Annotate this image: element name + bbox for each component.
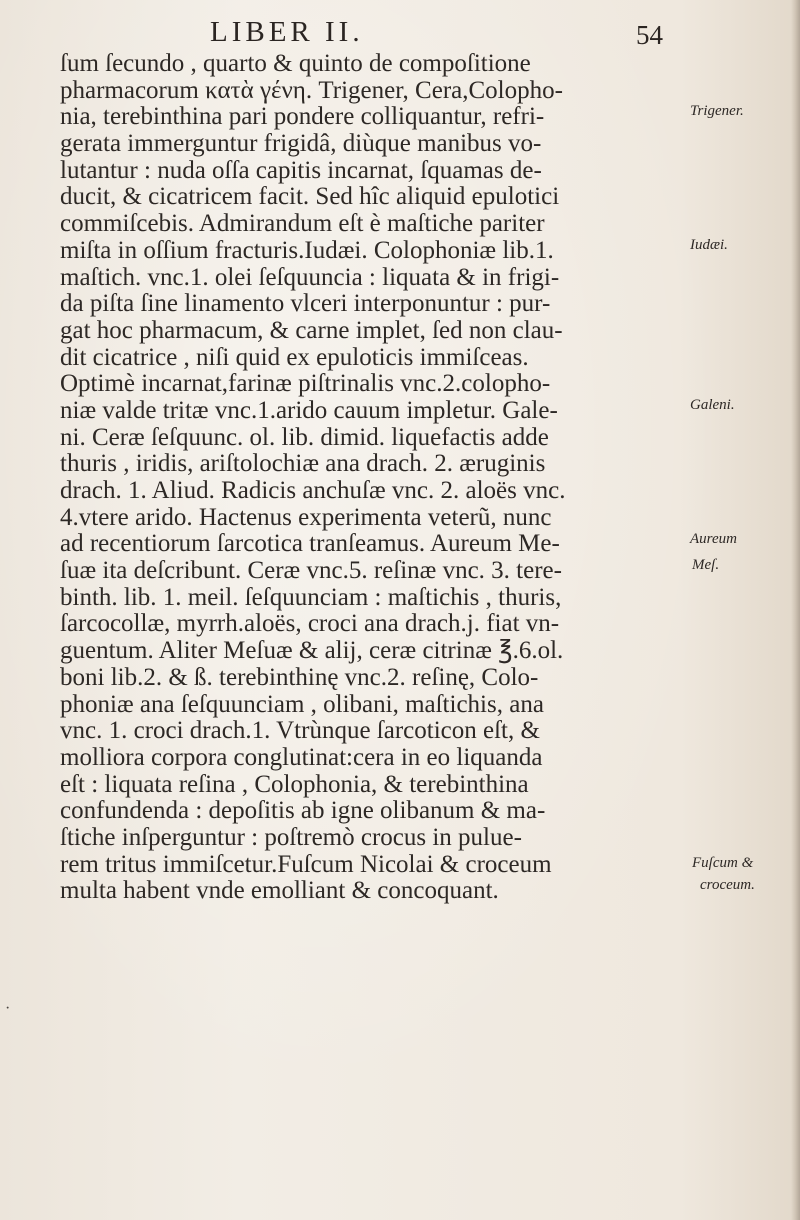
- text-line: ſuæ ita deſcribunt. Ceræ vnc.5. reſinæ vnc. 3. tere-: [60, 557, 562, 585]
- text-line: eſt : liquata reſina , Colophonia, & terebinthina: [60, 770, 529, 798]
- text-line: ſum ſecundo , quarto & quinto de compoſitione: [60, 50, 531, 77]
- text-line: nia, terebinthina pari pondere colliquantur, refri-: [60, 103, 545, 131]
- text-line: rem tritus immiſcetur.Fuſcum Nicolai & croceum: [60, 850, 552, 878]
- text-line: lutantur : nuda oſſa capitis incarnat, ſquamas de-: [60, 156, 542, 184]
- page-number: 54: [636, 20, 663, 50]
- marginal-note-fuscum: Fuſcum &: [692, 855, 754, 871]
- text-line: thuris , iridis, ariſtolochiæ ana drach. 2. æruginis: [60, 450, 546, 478]
- marginal-note-croceum: croceum.: [700, 877, 755, 893]
- text-line: molliora corpora conglutinat:cera in eo liquanda: [60, 743, 543, 771]
- marginal-note-galeni: Galeni.: [690, 397, 735, 413]
- text-line: pharmacorum κατὰ γένη. Trigener, Cera,Colopho-: [60, 76, 563, 104]
- text-line: ni. Ceræ ſeſquunc. ol. lib. dimid. liquefactis adde: [60, 423, 549, 451]
- text-line: da piſta ſine linamento vlceri interponuntur : pur-: [60, 290, 551, 318]
- page-edge-shadow: [791, 0, 800, 1220]
- text-line: maſtich. vnc.1. olei ſeſquuncia : liquata & in frigi-: [60, 263, 560, 291]
- text-line: gerata immerguntur frigidâ, diùque manibus vo-: [60, 130, 542, 158]
- text-line: boni lib.2. & ß. terebinthinę vnc.2. reſinę, Colo-: [60, 663, 539, 691]
- text-line: miſta in oſſium fracturis.Iudæi. Colophoniæ lib.1.: [60, 236, 554, 264]
- text-line: drach. 1. Aliud. Radicis anchuſæ vnc. 2. aloës vnc.: [60, 477, 566, 504]
- text-line: niæ valde tritæ vnc.1.arido cauum impletur. Gale-: [60, 396, 558, 424]
- text-line: dit cicatrice , niſi quid ex epuloticis immiſceas.: [60, 343, 529, 371]
- text-line: ducit, & cicatricem facit. Sed hîc aliquid epulotici: [60, 183, 560, 211]
- text-line: vnc. 1. croci drach.1. Vtrùnque ſarcoticon eſt, &: [60, 717, 540, 745]
- marginal-note-aureum: Aureum: [690, 531, 737, 547]
- text-line: confundenda : depoſitis ab igne olibanum & ma-: [60, 797, 546, 825]
- text-line: binth. lib. 1. meil. ſeſquunciam : maſtichis , thuris,: [60, 583, 562, 611]
- text-line: ſarcocollæ, myrrh.aloës, croci ana drach.j. fiat vn-: [60, 610, 560, 638]
- text-line: multa habent vnde emolliant & concoquant.: [60, 877, 499, 905]
- text-line: ſtiche inſperguntur : poſtremò crocus in pulue-: [60, 823, 522, 851]
- text-line: commiſcebis. Admirandum eſt è maſtiche pariter: [60, 210, 545, 238]
- text-line: 4.vtere arido. Hactenus experimenta veterũ, nunc: [60, 503, 552, 531]
- ink-speck: ·: [5, 1000, 11, 1017]
- text-line: phoniæ ana ſeſquunciam , olibani, maſtichis, ana: [60, 690, 544, 718]
- text-line: gat hoc pharmacum, & carne implet, ſed non clau-: [60, 316, 563, 344]
- marginal-note-iudaei: Iudæi.: [690, 237, 728, 253]
- marginal-note-trigener: Trigener.: [690, 103, 744, 119]
- running-title: LIBER II.: [210, 16, 364, 48]
- text-line: guentum. Aliter Meſuæ & alij, ceræ citrinæ ℥.6.ol.: [60, 637, 564, 665]
- main-text-block: [60, 51, 660, 905]
- text-line: Optimè incarnat,farinæ piſtrinalis vnc.2.colopho-: [60, 370, 551, 398]
- text-line: ad recentiorum ſarcotica tranſeamus. Aureum Me-: [60, 530, 560, 558]
- marginal-note-mesue: Meſ.: [692, 557, 720, 573]
